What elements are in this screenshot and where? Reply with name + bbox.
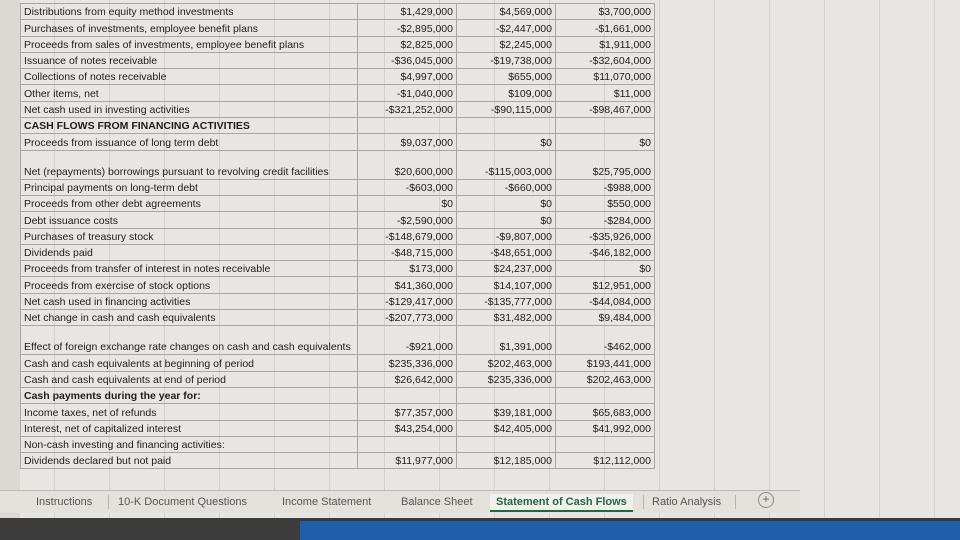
row-label-cell[interactable]: Net cash used in financing activities <box>21 293 358 309</box>
value-cell-col3[interactable]: $65,683,000 <box>556 404 655 420</box>
value-cell-col2[interactable]: -$90,115,000 <box>457 101 556 117</box>
value-cell-col3[interactable]: $3,700,000 <box>556 4 655 20</box>
table-row <box>21 387 655 403</box>
tab-divider <box>643 495 644 509</box>
table-row <box>21 404 655 420</box>
table-row <box>21 195 655 211</box>
row-label-cell[interactable]: Dividends declared but not paid <box>21 453 358 469</box>
table-row <box>21 118 655 134</box>
table-row <box>21 85 655 101</box>
value-cell-col1[interactable]: -$48,715,000 <box>358 244 457 260</box>
value-cell-col2[interactable]: $655,000 <box>457 69 556 85</box>
tab-balance-sheet[interactable]: Balance Sheet <box>401 496 473 508</box>
tab-instructions[interactable]: Instructions <box>36 496 93 508</box>
table-row <box>21 36 655 52</box>
tab-income-statement[interactable]: Income Statement <box>282 496 372 508</box>
value-cell-col2[interactable]: $31,482,000 <box>457 310 556 326</box>
value-cell-col1[interactable] <box>358 436 457 452</box>
value-cell-col3[interactable]: $550,000 <box>556 195 655 211</box>
value-cell-col1[interactable]: -$321,252,000 <box>358 101 457 117</box>
row-label-cell[interactable]: Proceeds from sales of investments, employee benefit plans <box>21 36 358 52</box>
value-cell-col3[interactable]: $0 <box>556 134 655 150</box>
table-row <box>21 179 655 195</box>
table-row <box>21 326 655 355</box>
value-cell-col3[interactable]: $25,795,000 <box>556 150 655 179</box>
row-label-cell[interactable]: Income taxes, net of refunds <box>21 404 358 420</box>
row-label-cell[interactable]: Debt issuance costs <box>21 212 358 228</box>
row-label-cell[interactable]: Non-cash investing and financing activities: <box>21 436 358 452</box>
value-cell-col1[interactable]: $77,357,000 <box>358 404 457 420</box>
row-label-cell[interactable]: Net cash used in investing activities <box>21 101 358 117</box>
value-cell-col2[interactable]: $4,569,000 <box>457 4 556 20</box>
value-cell-col1[interactable]: -$207,773,000 <box>358 310 457 326</box>
value-cell-col2[interactable]: $39,181,000 <box>457 404 556 420</box>
value-cell-col3[interactable]: -$35,926,000 <box>556 228 655 244</box>
table-row <box>21 4 655 20</box>
value-cell-col3[interactable]: $9,484,000 <box>556 310 655 326</box>
value-cell-col2[interactable]: -$2,447,000 <box>457 20 556 36</box>
row-label-cell[interactable]: Purchases of investments, employee benefit plans <box>21 20 358 36</box>
table-row <box>21 453 655 469</box>
value-cell-col1[interactable]: -$1,040,000 <box>358 85 457 101</box>
value-cell-col1[interactable]: $4,997,000 <box>358 69 457 85</box>
row-label-cell[interactable]: Collections of notes receivable <box>21 69 358 85</box>
value-cell-col1[interactable]: $20,600,000 <box>358 150 457 179</box>
row-label-cell[interactable]: Interest, net of capitalized interest <box>21 420 358 436</box>
value-cell-col2[interactable]: $202,463,000 <box>457 355 556 371</box>
value-cell-col2[interactable] <box>457 387 556 403</box>
value-cell-col2[interactable]: $235,336,000 <box>457 371 556 387</box>
value-cell-col3[interactable]: $12,951,000 <box>556 277 655 293</box>
value-cell-col2[interactable]: -$115,003,000 <box>457 150 556 179</box>
value-cell-col1[interactable]: $41,360,000 <box>358 277 457 293</box>
table-row <box>21 436 655 452</box>
row-label-cell[interactable]: CASH FLOWS FROM FINANCING ACTIVITIES <box>21 118 358 134</box>
value-cell-col2[interactable] <box>457 436 556 452</box>
value-cell-col2[interactable]: $24,237,000 <box>457 261 556 277</box>
value-cell-col3[interactable]: -$988,000 <box>556 179 655 195</box>
row-label-cell[interactable]: Purchases of treasury stock <box>21 228 358 244</box>
table-row <box>21 52 655 68</box>
tab-divider <box>108 495 109 509</box>
cash-flow-table <box>20 3 655 469</box>
row-label-cell[interactable]: Cash and cash equivalents at end of period <box>21 371 358 387</box>
value-cell-col1[interactable]: $11,977,000 <box>358 453 457 469</box>
value-cell-col3[interactable]: $0 <box>556 261 655 277</box>
row-label-cell[interactable]: Proceeds from issuance of long term debt <box>21 134 358 150</box>
value-cell-col1[interactable]: -$2,895,000 <box>358 20 457 36</box>
value-cell-col2[interactable]: $0 <box>457 212 556 228</box>
tab-statement-of-cash-flows[interactable]: Statement of Cash Flows <box>490 494 633 512</box>
value-cell-col3[interactable] <box>556 118 655 134</box>
value-cell-col1[interactable]: -$2,590,000 <box>358 212 457 228</box>
value-cell-col3[interactable]: $12,112,000 <box>556 453 655 469</box>
value-cell-col2[interactable]: $14,107,000 <box>457 277 556 293</box>
row-label-cell[interactable]: Distributions from equity method investments <box>21 4 358 20</box>
value-cell-col1[interactable]: $43,254,000 <box>358 420 457 436</box>
value-cell-col1[interactable] <box>358 387 457 403</box>
row-label-cell[interactable]: Dividends paid <box>21 244 358 260</box>
value-cell-col3[interactable]: $11,000 <box>556 85 655 101</box>
value-cell-col2[interactable]: -$48,651,000 <box>457 244 556 260</box>
table-row <box>21 101 655 117</box>
taskbar-strip <box>300 521 960 540</box>
value-cell-col2[interactable]: -$9,807,000 <box>457 228 556 244</box>
value-cell-col2[interactable]: $12,185,000 <box>457 453 556 469</box>
table-row <box>21 310 655 326</box>
table-row <box>21 212 655 228</box>
table-row <box>21 261 655 277</box>
value-cell-col3[interactable]: $11,070,000 <box>556 69 655 85</box>
table-row <box>21 228 655 244</box>
value-cell-col3[interactable]: -$46,182,000 <box>556 244 655 260</box>
table-row <box>21 355 655 371</box>
tab-10k-document-questions[interactable]: 10-K Document Questions <box>118 496 248 508</box>
row-label-cell[interactable]: Proceeds from exercise of stock options <box>21 277 358 293</box>
table-row <box>21 277 655 293</box>
tab-divider <box>735 495 736 509</box>
row-label-cell[interactable]: Principal payments on long-term debt <box>21 179 358 195</box>
row-label-cell[interactable]: Cash and cash equivalents at beginning of period <box>21 355 358 371</box>
value-cell-col2[interactable]: -$135,777,000 <box>457 293 556 309</box>
value-cell-col3[interactable] <box>556 387 655 403</box>
value-cell-col1[interactable]: -$148,679,000 <box>358 228 457 244</box>
value-cell-col1[interactable]: -$36,045,000 <box>358 52 457 68</box>
sheet-tab-bar <box>0 490 800 513</box>
value-cell-col2[interactable] <box>457 118 556 134</box>
value-cell-col3[interactable]: -$44,084,000 <box>556 293 655 309</box>
table-row <box>21 20 655 36</box>
value-cell-col1[interactable]: -$921,000 <box>358 326 457 355</box>
value-cell-col3[interactable]: -$32,604,000 <box>556 52 655 68</box>
value-cell-col2[interactable]: -$19,738,000 <box>457 52 556 68</box>
value-cell-col2[interactable]: $2,245,000 <box>457 36 556 52</box>
row-label-cell[interactable]: Issuance of notes receivable <box>21 52 358 68</box>
row-label-cell[interactable]: Net change in cash and cash equivalents <box>21 310 358 326</box>
value-cell-col3[interactable]: -$284,000 <box>556 212 655 228</box>
row-label-cell[interactable]: Cash payments during the year for: <box>21 387 358 403</box>
table-row <box>21 69 655 85</box>
value-cell-col3[interactable]: $202,463,000 <box>556 371 655 387</box>
table-row <box>21 244 655 260</box>
value-cell-col3[interactable]: -$1,661,000 <box>556 20 655 36</box>
table-row <box>21 420 655 436</box>
value-cell-col3[interactable] <box>556 436 655 452</box>
table-row <box>21 293 655 309</box>
value-cell-col2[interactable]: $42,405,000 <box>457 420 556 436</box>
table-row <box>21 371 655 387</box>
row-label-cell[interactable]: Net (repayments) borrowings pursuant to revolving credit facilities <box>21 150 358 179</box>
value-cell-col2[interactable]: $0 <box>457 195 556 211</box>
value-cell-col2[interactable]: $0 <box>457 134 556 150</box>
value-cell-col1[interactable]: -$129,417,000 <box>358 293 457 309</box>
value-cell-col1[interactable] <box>358 118 457 134</box>
value-cell-col1[interactable]: $173,000 <box>358 261 457 277</box>
value-cell-col3[interactable]: -$98,467,000 <box>556 101 655 117</box>
row-label-cell[interactable]: Proceeds from transfer of interest in notes receivable <box>21 261 358 277</box>
value-cell-col3[interactable]: $41,992,000 <box>556 420 655 436</box>
value-cell-col1[interactable]: $26,642,000 <box>358 371 457 387</box>
table-row <box>21 134 655 150</box>
value-cell-col2[interactable]: -$660,000 <box>457 179 556 195</box>
table-row <box>21 150 655 179</box>
value-cell-col3[interactable]: -$462,000 <box>556 326 655 355</box>
row-label-cell[interactable]: Other items, net <box>21 85 358 101</box>
row-header-strip <box>0 0 20 518</box>
tab-ratio-analysis[interactable]: Ratio Analysis <box>652 496 722 508</box>
value-cell-col1[interactable]: $0 <box>358 195 457 211</box>
value-cell-col2[interactable]: $109,000 <box>457 85 556 101</box>
value-cell-col1[interactable]: $1,429,000 <box>358 4 457 20</box>
value-cell-col3[interactable]: $1,911,000 <box>556 36 655 52</box>
add-sheet-icon[interactable]: + <box>758 492 774 508</box>
row-label-cell[interactable]: Proceeds from other debt agreements <box>21 195 358 211</box>
row-label-cell[interactable]: Effect of foreign exchange rate changes on cash and cash equivalents <box>21 326 358 355</box>
value-cell-col2[interactable]: $1,391,000 <box>457 326 556 355</box>
value-cell-col1[interactable]: $9,037,000 <box>358 134 457 150</box>
value-cell-col1[interactable]: -$603,000 <box>358 179 457 195</box>
value-cell-col1[interactable]: $235,336,000 <box>358 355 457 371</box>
value-cell-col1[interactable]: $2,825,000 <box>358 36 457 52</box>
value-cell-col3[interactable]: $193,441,000 <box>556 355 655 371</box>
